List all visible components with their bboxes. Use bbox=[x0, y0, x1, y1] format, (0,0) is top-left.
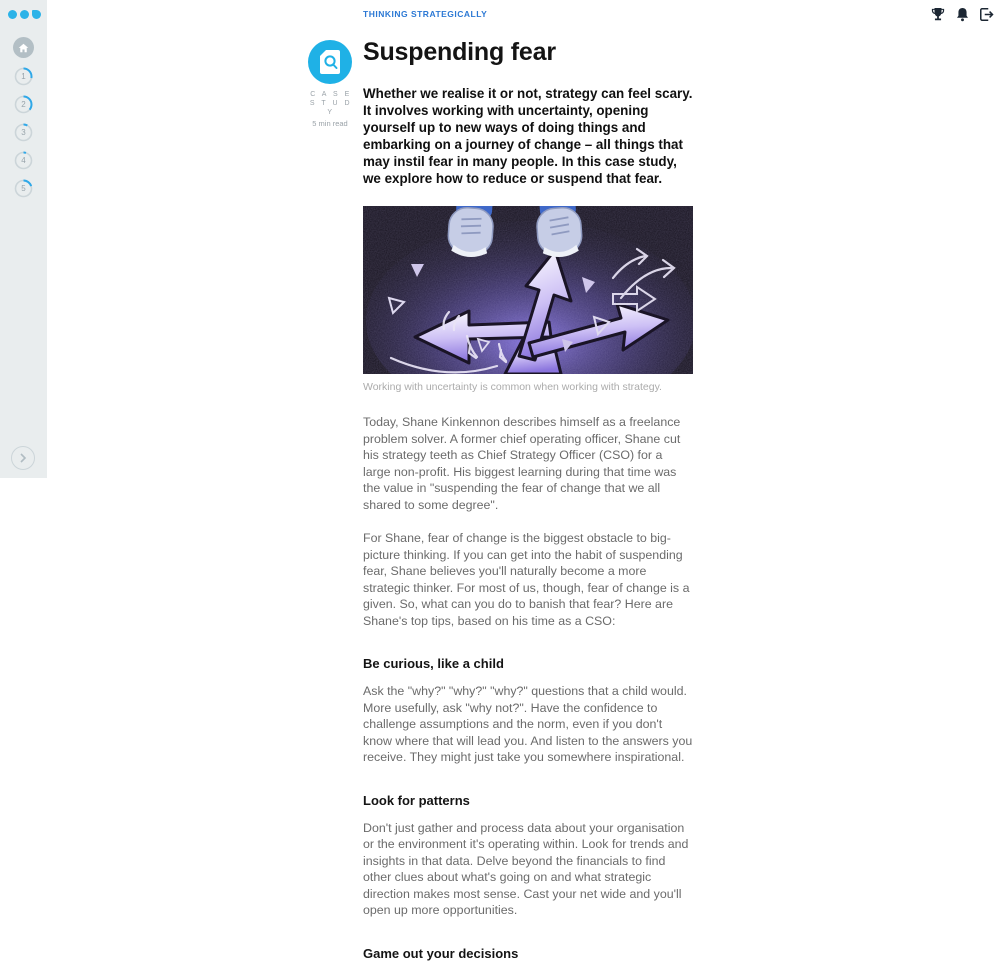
hero-figure bbox=[363, 206, 693, 393]
step-number: 3 bbox=[21, 128, 26, 137]
article-intro: Whether we realise it or not, strategy can feel scary. It involves working with uncertainty, opening yourself up to new ways of doing things and embarking on a journey of change – all things that may instil fear in many people. In this case study, we explore how to reduce or suspend that fear. bbox=[363, 86, 693, 186]
badge-duration: 5 min read bbox=[312, 119, 348, 128]
step-number: 4 bbox=[21, 156, 26, 165]
section-body: Don't just gather and process data about your organisation or the environment it's operating within. Look for trends and insights in that data. Delve beyond the financials to find other clues about what's going on and what strategic direction makes most sense. Cast your net wide and you'll open up more opportunities. bbox=[363, 820, 689, 917]
logo-dot bbox=[8, 10, 17, 19]
sidebar-step-5[interactable] bbox=[13, 178, 34, 199]
trophy-icon[interactable] bbox=[930, 6, 946, 22]
hero-image-arrows-photo bbox=[363, 206, 693, 374]
image-caption: Working with uncertainty is common when working with strategy. bbox=[363, 381, 662, 393]
section-heading-look-for-patterns: Look for patterns bbox=[363, 792, 470, 808]
document-magnifier-icon bbox=[308, 40, 352, 84]
sidebar-step-1[interactable] bbox=[13, 66, 34, 87]
chevron-right-icon bbox=[19, 453, 27, 463]
bell-icon[interactable] bbox=[954, 6, 970, 22]
sidebar bbox=[0, 0, 47, 478]
section-heading-game-out-decisions: Game out your decisions bbox=[363, 945, 519, 961]
badge-type-line1: C A S E bbox=[310, 91, 352, 98]
article bbox=[309, 28, 693, 961]
step-number: 2 bbox=[21, 100, 26, 109]
step-number: 1 bbox=[21, 72, 26, 81]
article-paragraph: Today, Shane Kinkennon describes himself as a freelance problem solver. A former chief operating officer, Shane cut his strategy teeth as Chief Strategy Officer (CSO) for a large non-profit. His biggest learning during that time was the value in "suspending the fear of change that we all shared to some degree". bbox=[363, 415, 681, 512]
next-section-button[interactable] bbox=[11, 446, 35, 470]
topbar-icons bbox=[930, 6, 994, 22]
case-study-badge bbox=[307, 40, 353, 128]
sidebar-step-4[interactable] bbox=[13, 150, 34, 171]
home-icon bbox=[18, 43, 29, 53]
logo-dot bbox=[20, 10, 29, 19]
sidebar-step-3[interactable] bbox=[13, 122, 34, 143]
brand-logo[interactable] bbox=[8, 10, 41, 19]
logo-dot bbox=[32, 10, 41, 19]
sidebar-step-2[interactable] bbox=[13, 94, 34, 115]
step-number: 5 bbox=[21, 184, 26, 193]
home-button[interactable] bbox=[13, 37, 34, 58]
exit-icon[interactable] bbox=[978, 6, 994, 22]
section-body: Ask the "why?" "why?" "why?" questions that a child would. More usefully, ask "why not?". Have the confidence to challenge assumptions and the norm, even if you don't know where that will lead you. And listen to the answers you receive. They might just take you somewhere inspirational. bbox=[363, 684, 693, 764]
course-title-label: THINKING STRATEGICALLY bbox=[363, 9, 488, 19]
section-heading-be-curious: Be curious, like a child bbox=[363, 656, 504, 671]
badge-type-line2: S T U D Y bbox=[309, 100, 353, 116]
topbar bbox=[47, 0, 1000, 28]
article-paragraph: For Shane, fear of change is the biggest obstacle to big-picture thinking. If you can get into the habit of suspending fear, Shane believes you'll naturally become a more strategic thinker. For most of us, though, fear of change is a given. So, what can you do to banish that fear? Here are Shane's top tips, based on his time as a CSO: bbox=[363, 531, 690, 628]
page-title: Suspending fear bbox=[363, 38, 556, 66]
